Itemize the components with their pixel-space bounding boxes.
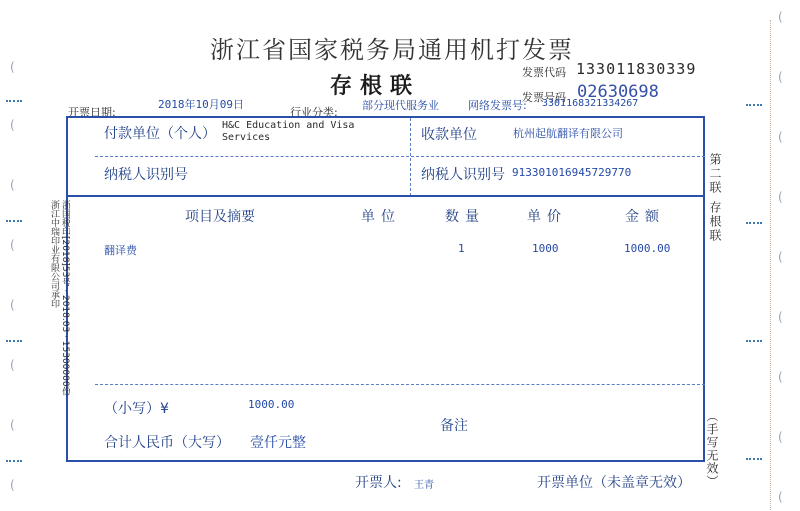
issuing-unit-label: 开票单位（未盖章无效） <box>537 475 691 491</box>
row-divider-3 <box>95 384 705 385</box>
col-qty: 数量 <box>445 209 485 225</box>
payee-taxid: 913301016945729770 <box>512 166 632 179</box>
issue-date: 2018年10月09日 <box>158 98 244 111</box>
industry-label: 行业分类: <box>290 106 338 119</box>
industry: 部分现代服务业 <box>362 99 439 112</box>
total-chinese: 壹仟元整 <box>250 435 306 451</box>
network-invoice-label: 网络发票号: <box>468 99 527 112</box>
small-amount-label: （小写）¥ <box>104 401 169 417</box>
col-price: 单价 <box>527 209 567 225</box>
remark-label: 备注 <box>440 418 468 434</box>
item-name: 翻译费 <box>104 244 137 257</box>
printer-info: 浙国税印[2018]53号 · 2018.03 · 15300000份 浙江中瑞印业有限公司承印 <box>49 200 70 396</box>
col-amount: 金额 <box>625 209 665 225</box>
row-divider-1 <box>95 156 705 157</box>
payer-name: H&C Education and Visa Services <box>222 120 355 143</box>
item-price: 1000 <box>532 242 559 255</box>
invoice-number: 02630698 <box>577 82 659 102</box>
small-amount: 1000.00 <box>248 398 295 411</box>
col-unit: 单位 <box>361 209 401 225</box>
issuer-name: 王青 <box>414 480 434 491</box>
network-invoice-number: 3301168321334267 <box>542 98 639 109</box>
payer-taxid-label: 纳税人识别号 <box>104 167 188 183</box>
copy-title: 存根联 <box>330 73 421 99</box>
item-qty: 1 <box>458 242 465 255</box>
total-label: 合计人民币（大写） <box>104 435 230 451</box>
issue-date-label: 开票日期: <box>68 106 116 119</box>
invoice-code: 133011830339 <box>576 60 697 78</box>
issuer-label: 开票人: <box>355 475 402 491</box>
payer-label: 付款单位（个人） <box>104 126 216 142</box>
payee-name: 杭州起航翻译有限公司 <box>513 127 623 140</box>
invoice-code-label: 发票代码 <box>522 66 566 79</box>
copy-side-label: 第二联 存根联 <box>708 153 722 243</box>
col-item: 项目及摘要 <box>185 209 255 225</box>
invoice-title: 浙江省国家税务局通用机打发票 <box>210 36 574 64</box>
payee-taxid-label: 纳税人识别号 <box>421 167 505 183</box>
row-divider-2 <box>66 195 705 197</box>
party-divider <box>410 118 411 196</box>
invoice-number-label: 发票号码 <box>522 91 566 104</box>
handwritten-invalid-note: （手写无效） <box>705 410 719 488</box>
payee-label: 收款单位 <box>421 127 477 143</box>
item-amount: 1000.00 <box>624 242 671 255</box>
